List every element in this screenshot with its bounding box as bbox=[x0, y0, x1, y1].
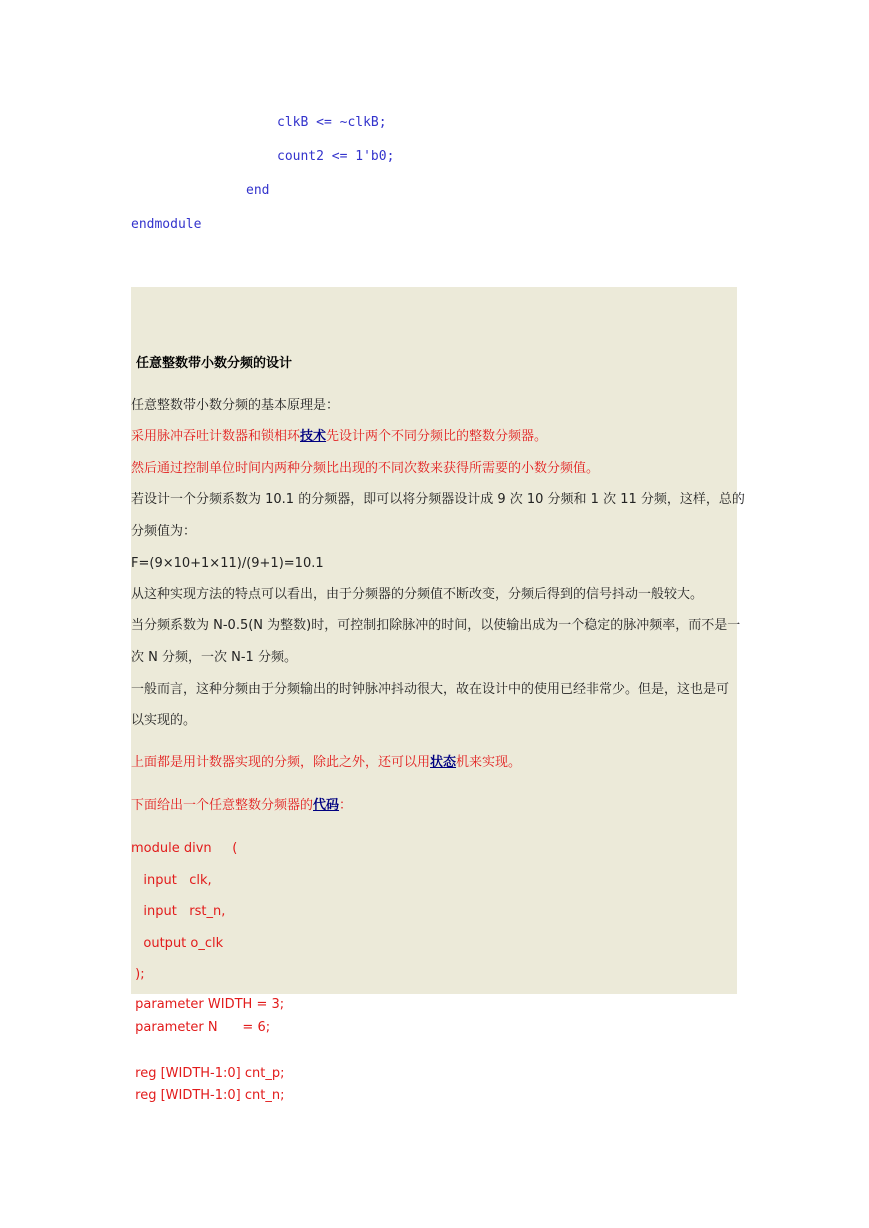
red-paragraph: 然后通过控制单位时间内两种分频比出现的不同次数来获得所需要的小数分频值。 bbox=[131, 461, 600, 476]
text: 机来实现。 bbox=[456, 755, 522, 770]
code-line: module divn ( bbox=[131, 841, 238, 856]
text: 先设计两个不同分频比的整数分频器。 bbox=[326, 429, 548, 444]
code-line: input rst_n, bbox=[131, 904, 226, 919]
code-line: reg [WIDTH-1:0] cnt_n; bbox=[131, 1088, 285, 1103]
red-paragraph bbox=[131, 755, 521, 771]
paragraph: 次 N 分频，一次 N-1 分频。 bbox=[131, 650, 297, 665]
paragraph: 分频值为： bbox=[131, 524, 197, 539]
paragraph: 若设计一个分频系数为 10.1 的分频器，即可以将分频器设计成 9 次 10 分频和 1 次 11 分频，这样，总的 bbox=[131, 492, 745, 507]
paragraph: 从这种实现方法的特点可以看出，由于分频器的分频值不断改变，分频后得到的信号抖动一般较大。 bbox=[131, 587, 704, 602]
code-line: input clk, bbox=[131, 873, 212, 888]
red-paragraph bbox=[131, 798, 352, 814]
code-line: output o_clk bbox=[131, 936, 224, 951]
code-line: parameter N = 6; bbox=[131, 1020, 271, 1035]
code-line: ); bbox=[131, 967, 145, 982]
paragraph: 以实现的。 bbox=[131, 713, 197, 728]
content-panel bbox=[131, 287, 737, 994]
text: ： bbox=[339, 798, 353, 813]
link-jishu[interactable]: 技术 bbox=[300, 429, 327, 444]
paragraph: 任意整数带小数分频的基本原理是： bbox=[131, 398, 340, 413]
section-title: 任意整数带小数分频的设计 bbox=[136, 356, 293, 371]
paragraph: 当分频系数为 N-0.5(N 为整数)时，可控制扣除脉冲的时间，以使输出成为一个稳定的脉冲频率，而不是一 bbox=[131, 618, 741, 633]
text: 采用脉冲吞吐计数器和锁相环 bbox=[131, 429, 301, 444]
code-line: count2 <= 1'b0; bbox=[277, 149, 395, 164]
code-line: parameter WIDTH = 3; bbox=[131, 997, 285, 1012]
text: 下面给出一个任意整数分频器的 bbox=[131, 798, 314, 813]
paragraph: 一般而言，这种分频由于分频输出的时钟脉冲抖动很大，故在设计中的使用已经非常少。但是，这也是可 bbox=[131, 682, 730, 697]
formula: F=(9×10+1×11)/(9+1)=10.1 bbox=[131, 556, 324, 571]
code-line: reg [WIDTH-1:0] cnt_p; bbox=[131, 1066, 285, 1081]
text: 上面都是用计数器实现的分频，除此之外，还可以用 bbox=[131, 755, 431, 770]
link-daima[interactable]: 代码 bbox=[313, 798, 340, 813]
code-line: endmodule bbox=[131, 217, 202, 232]
link-zhuangtai[interactable]: 状态 bbox=[430, 755, 457, 770]
code-line: clkB <= ~clkB; bbox=[277, 115, 387, 130]
red-paragraph bbox=[131, 429, 547, 445]
code-line: end bbox=[246, 183, 270, 198]
